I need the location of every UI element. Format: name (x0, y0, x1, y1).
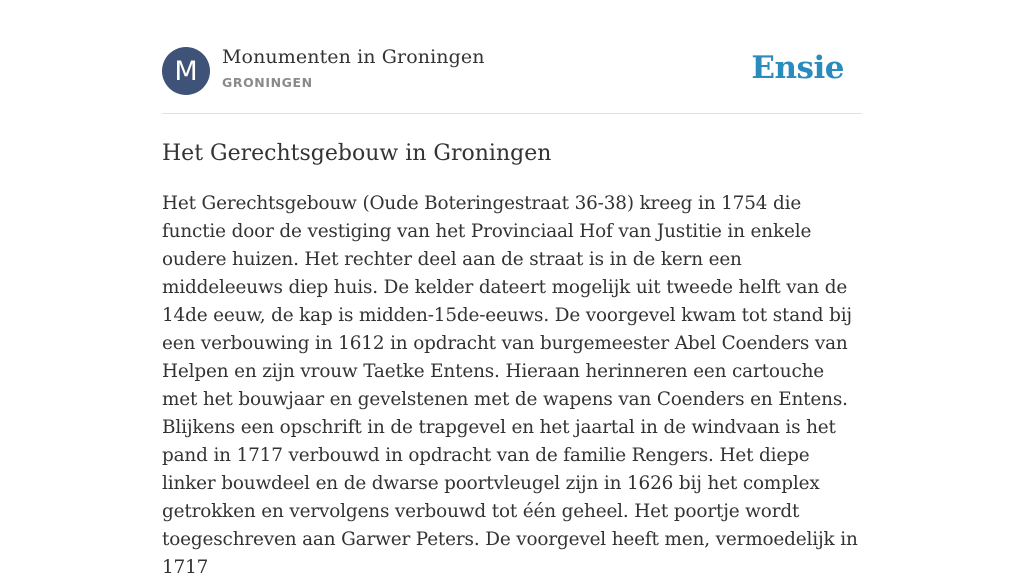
site-header (162, 0, 862, 114)
article-title: Het Gerechtsgebouw in Groningen (162, 141, 552, 166)
page-content (162, 0, 862, 578)
brand-logo[interactable]: Ensie (751, 50, 844, 86)
site-title[interactable]: Monumenten in Groningen (222, 46, 485, 68)
article-body: Het Gerechtsgebouw (Oude Boteringestraat 36-38) kreeg in 1754 die functie door de vestiging van het Provinciaal Hof van Justitie in enkele oudere huizen. Het rechter deel aan de straat is in de kern een middeleeuws diep huis. De kelder dateert mogelijk uit tweede helft van de 14de eeuw, de kap is midden-15de-eeuws. De voorgevel kwam tot stand bij een verbouwing in 1612 in opdracht van burgemeester Abel Coenders van Helpen en zijn vrouw Taetke Entens. Hieraan herinneren een cartouche met het bouwjaar en gevelstenen met de wapens van Coenders en Entens. Blijkens een opschrift in de trapgevel en het jaartal in de windvaan is het pand in 1717 verbouwd in opdracht van de familie Rengers. Het diepe linker bouwdeel en de dwarse poortvleugel zijn in 1626 bij het complex getrokken en vervolgens verbouwd tot één geheel. Het poortje wordt toegeschreven aan Garwer Peters. De voorgevel heeft men, vermoedelijk in 1717 (162, 193, 858, 578)
avatar[interactable]: M (162, 47, 210, 95)
site-subtitle: GRONINGEN (222, 75, 313, 90)
